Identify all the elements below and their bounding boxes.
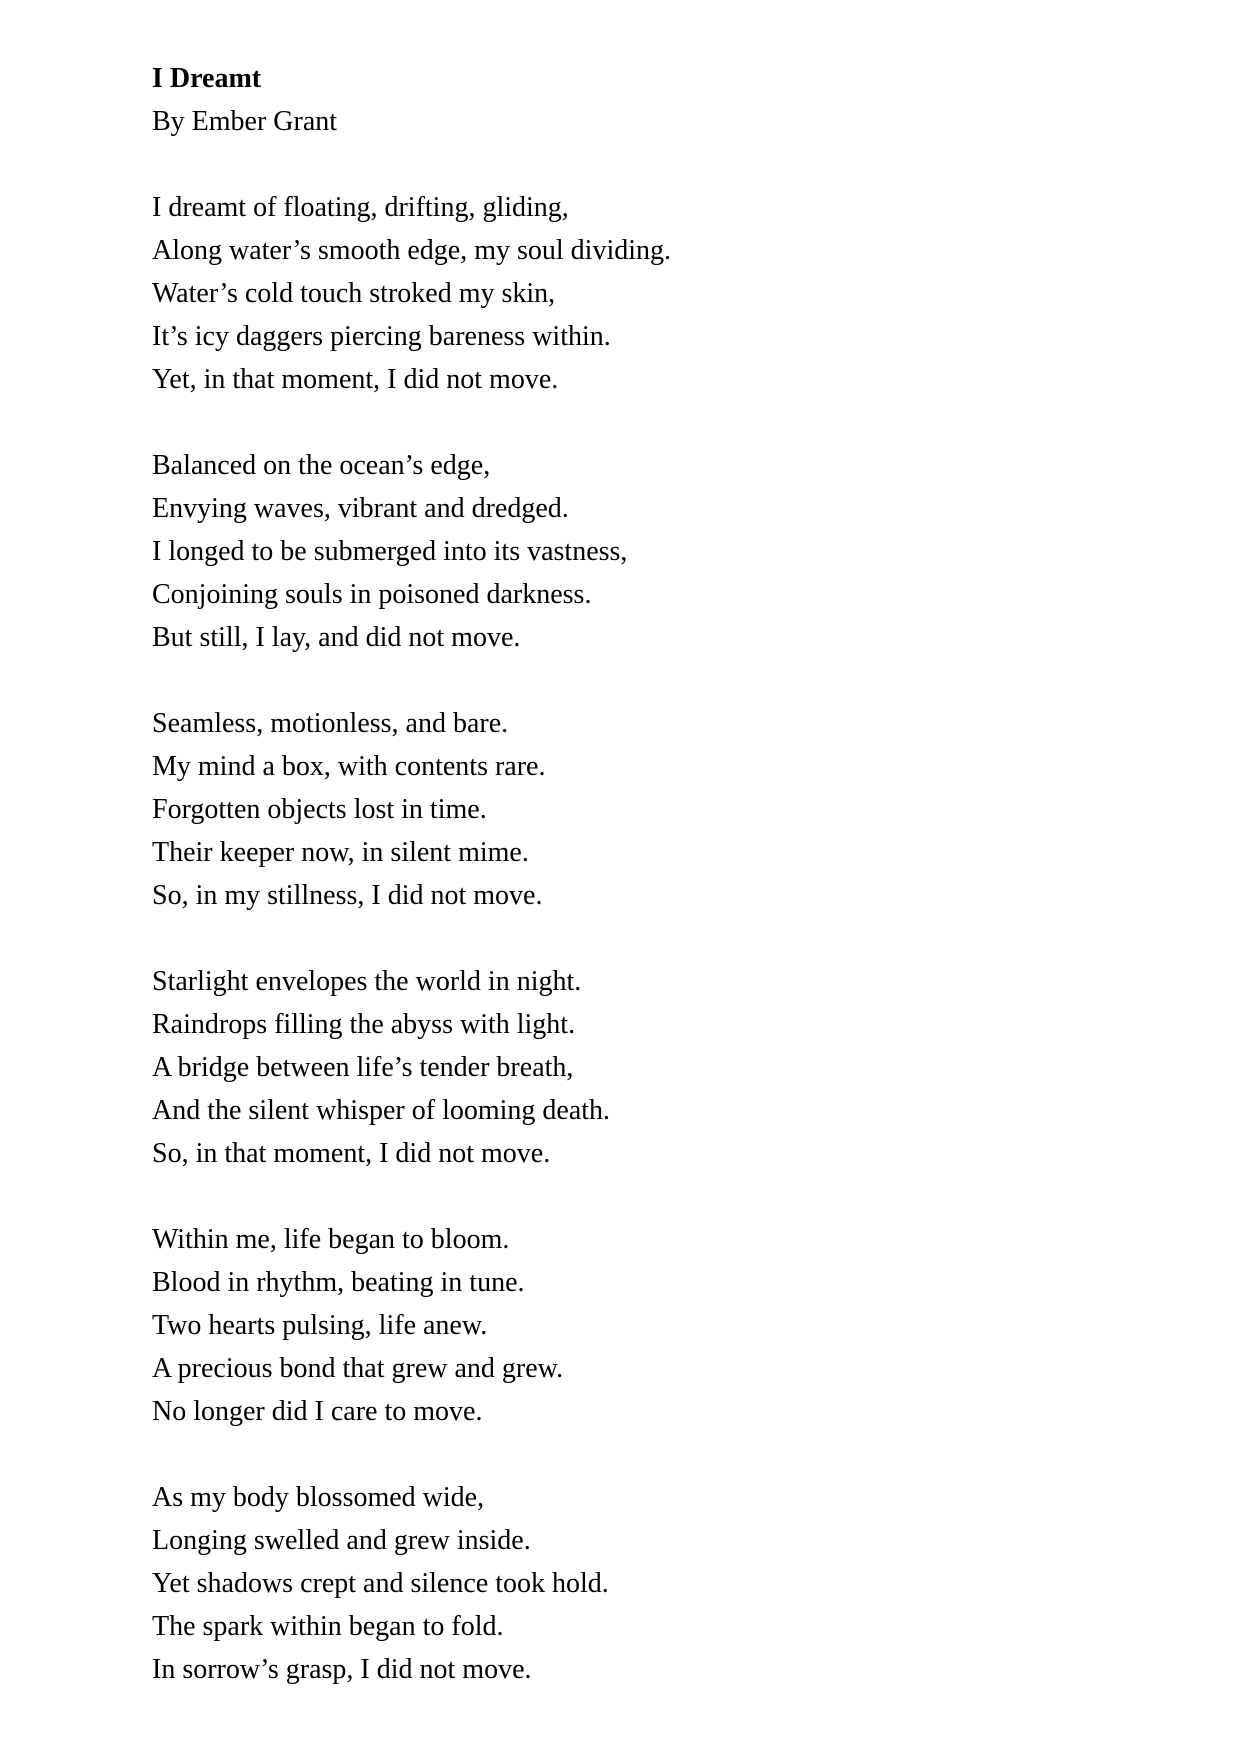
poem-line: The spark within began to fold. [152, 1611, 504, 1642]
poem-title: I Dreamt [152, 63, 262, 94]
poem-line: Envying waves, vibrant and dredged. [152, 493, 569, 524]
poem-byline: By Ember Grant [152, 106, 338, 137]
stanza [152, 960, 1122, 1175]
poem-line: It’s icy daggers piercing bareness within. [152, 321, 611, 352]
poem-line: My mind a box, with contents rare. [152, 751, 546, 782]
poem-line: Blood in rhythm, beating in tune. [152, 1267, 525, 1298]
poem-line: Their keeper now, in silent mime. [152, 837, 529, 868]
stanza [152, 1218, 1122, 1433]
stanza [152, 186, 1122, 401]
poem-line: I dreamt of floating, drifting, gliding, [152, 192, 569, 223]
stanza [152, 702, 1122, 917]
poem-line: A bridge between life’s tender breath, [152, 1052, 574, 1083]
poem-line: And the silent whisper of looming death. [152, 1095, 611, 1126]
poem-line: Starlight envelopes the world in night. [152, 966, 582, 997]
poem-line: A precious bond that grew and grew. [152, 1353, 564, 1384]
poem-line: Along water’s smooth edge, my soul dividing. [152, 235, 671, 266]
poem-line: Yet, in that moment, I did not move. [152, 364, 559, 395]
poem-line: Balanced on the ocean’s edge, [152, 450, 491, 481]
stanza [152, 444, 1122, 659]
poem-line: Longing swelled and grew inside. [152, 1525, 531, 1556]
poem-line: So, in my stillness, I did not move. [152, 880, 543, 911]
poem-line: Water’s cold touch stroked my skin, [152, 278, 556, 309]
poem-line: Forgotten objects lost in time. [152, 794, 487, 825]
poem-line: So, in that moment, I did not move. [152, 1138, 551, 1169]
poem-line: But still, I lay, and did not move. [152, 622, 521, 653]
poem-line: As my body blossomed wide, [152, 1482, 485, 1513]
poem-line: Raindrops filling the abyss with light. [152, 1009, 576, 1040]
poem-line: In sorrow’s grasp, I did not move. [152, 1654, 532, 1685]
poem-line: No longer did I care to move. [152, 1396, 483, 1427]
poem-line: Conjoining souls in poisoned darkness. [152, 579, 592, 610]
poem-line: Seamless, motionless, and bare. [152, 708, 509, 739]
poem-line: I longed to be submerged into its vastness, [152, 536, 628, 567]
poem-line: Yet shadows crept and silence took hold. [152, 1568, 609, 1599]
stanza [152, 1476, 1122, 1691]
poem-body [152, 186, 1122, 1691]
poem-line: Within me, life began to bloom. [152, 1224, 510, 1255]
poem-line: Two hearts pulsing, life anew. [152, 1310, 488, 1341]
